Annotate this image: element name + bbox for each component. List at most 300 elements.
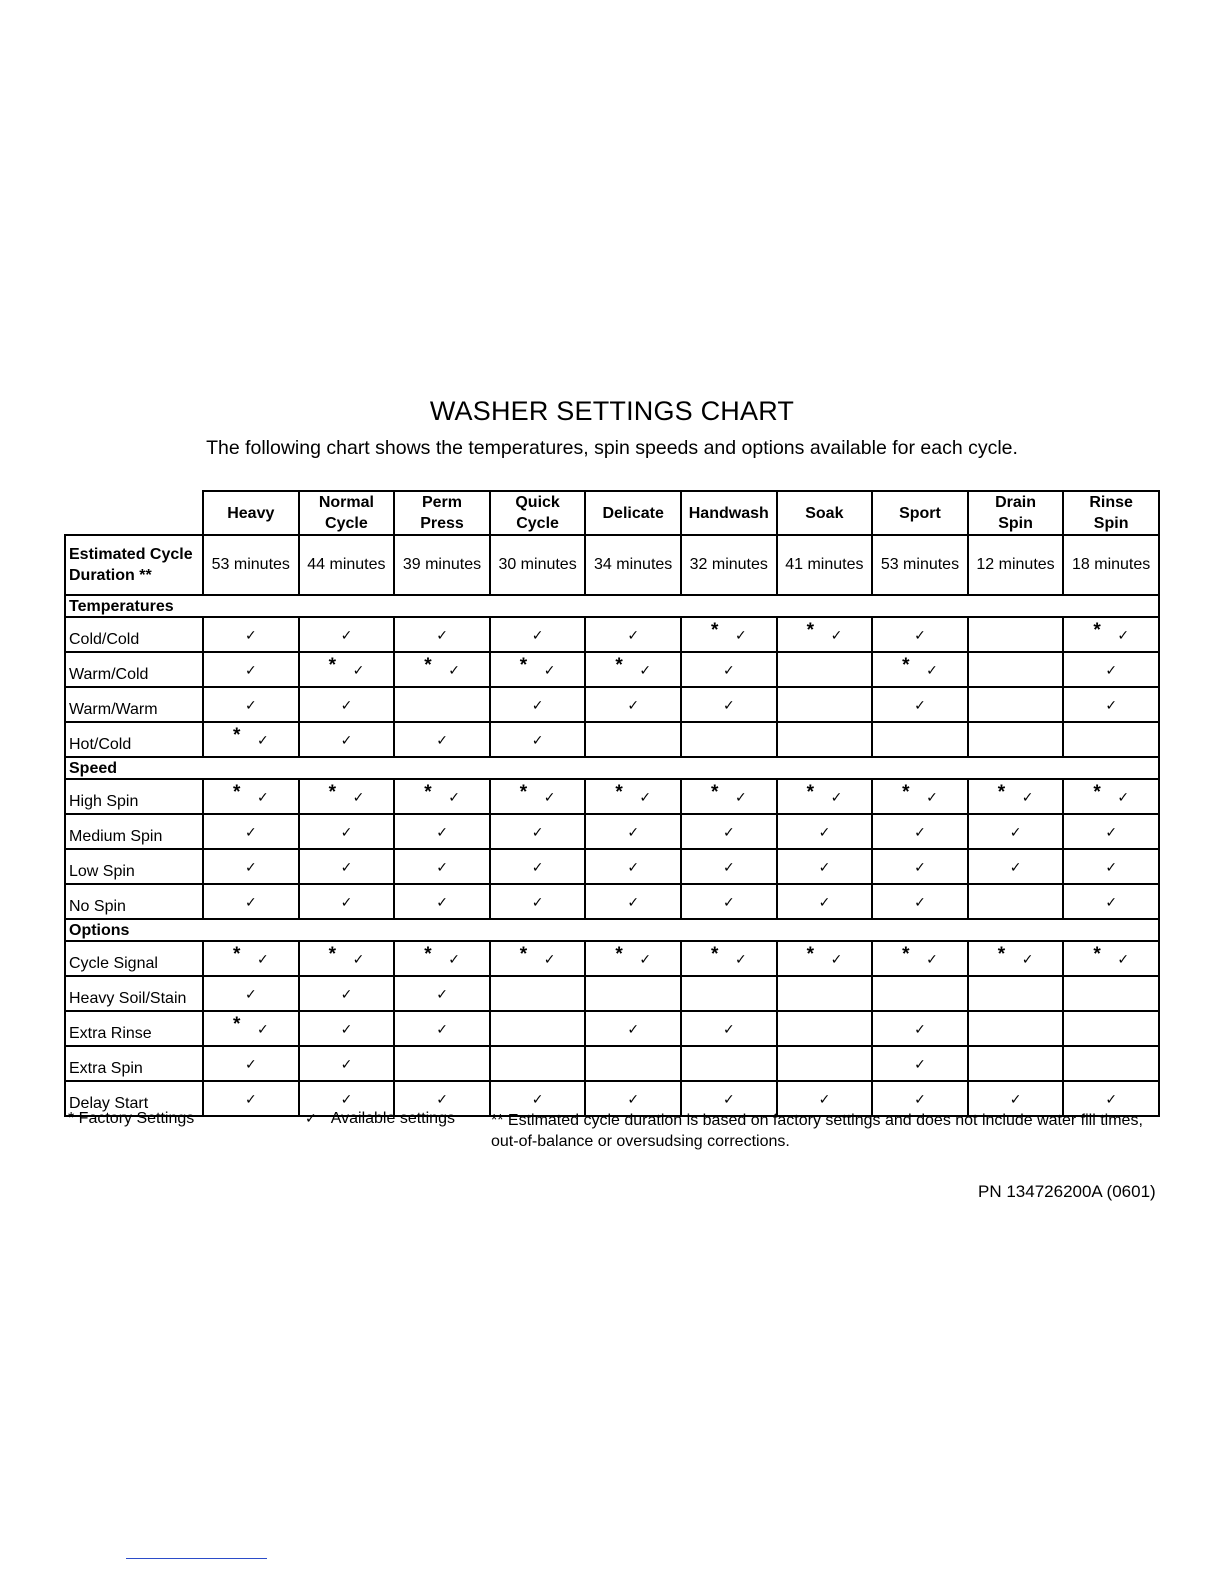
setting-cell [1063, 1046, 1159, 1081]
factory-setting-icon: * [806, 782, 814, 803]
column-header [203, 491, 299, 535]
check-icon: ✓ [627, 627, 640, 643]
factory-setting-icon: * [519, 782, 528, 803]
factory-setting-icon: * [233, 944, 241, 965]
column-header-line2: Cycle [325, 515, 368, 532]
check-icon: ✓ [340, 824, 353, 840]
check-icon: ✓ [543, 662, 556, 678]
check-icon: ✓ [340, 986, 353, 1002]
duration-cell: 34 minutes [585, 535, 681, 595]
check-icon: ✓ [734, 789, 747, 805]
setting-cell [968, 884, 1064, 919]
setting-cell [203, 884, 299, 919]
setting-cell [872, 652, 968, 687]
setting-cell [968, 814, 1064, 849]
check-icon: ✓ [627, 824, 640, 840]
section-header-row [65, 595, 1159, 617]
setting-cell [203, 617, 299, 652]
check-icon: ✓ [340, 732, 353, 748]
setting-cell [394, 617, 490, 652]
section-title: Options [65, 919, 1159, 941]
setting-cell [1063, 976, 1159, 1011]
check-icon: ✓ [639, 662, 652, 678]
setting-cell [872, 1011, 968, 1046]
duration-label-line2: Duration ** [69, 567, 152, 584]
setting-cell [1063, 779, 1159, 814]
setting-cell [777, 884, 873, 919]
setting-cell [681, 617, 777, 652]
chart-title: WASHER SETTINGS CHART [429, 396, 795, 426]
table-row [65, 941, 1159, 976]
check-icon: ✓ [830, 627, 843, 643]
column-header-line1: Normal [318, 494, 374, 511]
check-icon: ✓ [352, 951, 365, 967]
setting-cell [394, 722, 490, 757]
column-header-line2: Spin [998, 515, 1033, 532]
setting-cell [777, 779, 873, 814]
setting-cell [585, 941, 681, 976]
check-icon: ✓ [245, 859, 257, 875]
factory-setting-icon: * [806, 944, 814, 965]
factory-setting-icon: * [233, 1014, 241, 1035]
column-header [394, 491, 490, 535]
setting-cell [490, 1046, 586, 1081]
factory-setting-icon: * [710, 620, 719, 641]
check-icon: ✓ [722, 859, 735, 875]
row-label: Low Spin [65, 849, 203, 884]
duration-cell: 53 minutes [203, 535, 299, 595]
setting-cell [394, 976, 490, 1011]
chart-subtitle: The following chart shows the temperatures, spin speeds and options available for each cycle. [206, 437, 1018, 459]
factory-setting-icon: * [1093, 620, 1101, 641]
setting-cell [1063, 722, 1159, 757]
setting-cell [203, 976, 299, 1011]
check-icon: ✓ [531, 824, 544, 840]
column-header-line1: Quick [515, 494, 560, 511]
setting-cell [872, 722, 968, 757]
setting-cell [968, 617, 1064, 652]
check-icon: ✓ [1021, 951, 1034, 967]
setting-cell [490, 652, 586, 687]
setting-cell [394, 849, 490, 884]
check-icon: ✓ [257, 732, 269, 748]
factory-setting-icon: * [902, 655, 910, 676]
setting-cell [585, 779, 681, 814]
check-icon: ✓ [340, 697, 353, 713]
section-header-row [65, 919, 1159, 941]
duration-cell: 44 minutes [299, 535, 395, 595]
setting-cell [872, 779, 968, 814]
table-row [65, 617, 1159, 652]
setting-cell [968, 779, 1064, 814]
check-icon: ✓ [627, 894, 640, 910]
factory-setting-icon: * [806, 620, 814, 641]
check-icon: ✓ [722, 1021, 735, 1037]
check-icon: ✓ [245, 662, 257, 678]
column-header-line1: Perm [421, 494, 462, 511]
duration-cell: 41 minutes [777, 535, 873, 595]
setting-cell [681, 1011, 777, 1046]
setting-cell [394, 941, 490, 976]
check-icon: ✓ [818, 894, 831, 910]
factory-setting-icon: * [615, 655, 623, 676]
factory-setting-icon: * [233, 782, 241, 803]
table-row [65, 779, 1159, 814]
table-row [65, 884, 1159, 919]
check-icon: ✓ [531, 1091, 544, 1107]
setting-cell [299, 1046, 395, 1081]
setting-cell [968, 941, 1064, 976]
setting-cell [490, 722, 586, 757]
check-icon: ✓ [627, 1091, 640, 1107]
setting-cell [299, 687, 395, 722]
cycle-header-row [65, 491, 1159, 535]
setting-cell [968, 652, 1064, 687]
duration-cell: 32 minutes [681, 535, 777, 595]
check-icon: ✓ [340, 1021, 353, 1037]
row-label: Extra Rinse [65, 1011, 203, 1046]
setting-cell [490, 687, 586, 722]
row-label: Extra Spin [65, 1046, 203, 1081]
factory-setting-icon: * [710, 944, 719, 965]
factory-setting-icon: * [902, 944, 910, 965]
setting-cell [1063, 884, 1159, 919]
check-icon: ✓ [914, 859, 926, 875]
setting-cell [968, 722, 1064, 757]
legend-duration-note: ** Estimated cycle duration is based on factory settings and does not include water fill times, out-of-balance or oversudsing corrections. [491, 1112, 1143, 1150]
factory-setting-icon: * [424, 782, 432, 803]
table-row [65, 814, 1159, 849]
check-icon: ✓ [305, 1110, 317, 1126]
factory-setting-icon: * [519, 655, 528, 676]
check-icon: ✓ [257, 789, 269, 805]
check-icon: ✓ [914, 824, 926, 840]
check-icon: ✓ [1105, 662, 1118, 678]
setting-cell [1063, 814, 1159, 849]
check-icon: ✓ [436, 859, 448, 875]
factory-setting-icon: * [328, 782, 336, 803]
setting-cell [872, 884, 968, 919]
check-icon: ✓ [436, 824, 448, 840]
setting-cell [585, 1011, 681, 1046]
column-header-line1: Heavy [227, 504, 275, 522]
check-icon: ✓ [340, 1091, 353, 1107]
column-header [681, 491, 777, 535]
column-header [585, 491, 681, 535]
setting-cell [1063, 652, 1159, 687]
setting-cell [394, 814, 490, 849]
check-icon: ✓ [722, 697, 735, 713]
setting-cell [777, 687, 873, 722]
setting-cell [1063, 1011, 1159, 1046]
duration-cell: 53 minutes [872, 535, 968, 595]
factory-setting-icon: * [997, 944, 1006, 965]
setting-cell [299, 884, 395, 919]
setting-cell [681, 941, 777, 976]
table-row [65, 1046, 1159, 1081]
setting-cell [394, 884, 490, 919]
setting-cell [490, 884, 586, 919]
check-icon: ✓ [734, 951, 747, 967]
setting-cell [872, 814, 968, 849]
row-label: Warm/Cold [65, 652, 203, 687]
setting-cell [299, 814, 395, 849]
column-header [299, 491, 395, 535]
table-row [65, 849, 1159, 884]
setting-cell [299, 617, 395, 652]
column-header [490, 491, 586, 535]
setting-cell [872, 1046, 968, 1081]
setting-cell [490, 779, 586, 814]
check-icon: ✓ [531, 859, 544, 875]
check-icon: ✓ [722, 1091, 735, 1107]
setting-cell [777, 1046, 873, 1081]
setting-cell [585, 849, 681, 884]
column-header-line2: Cycle [516, 515, 559, 532]
check-icon: ✓ [1009, 1091, 1022, 1107]
check-icon: ✓ [531, 627, 544, 643]
legend-available-text: Available settings [330, 1110, 455, 1127]
check-icon: ✓ [627, 1021, 640, 1037]
check-icon: ✓ [1009, 859, 1022, 875]
setting-cell [681, 884, 777, 919]
table-row [65, 687, 1159, 722]
check-icon: ✓ [245, 986, 257, 1002]
setting-cell [681, 976, 777, 1011]
setting-cell [203, 652, 299, 687]
factory-setting-icon: * [615, 944, 623, 965]
check-icon: ✓ [448, 789, 460, 805]
check-icon: ✓ [340, 627, 353, 643]
check-icon: ✓ [1105, 824, 1118, 840]
factory-setting-icon: * [233, 725, 241, 746]
setting-cell [585, 1046, 681, 1081]
section-title: Speed [65, 757, 1159, 779]
duration-cell: 18 minutes [1063, 535, 1159, 595]
check-icon: ✓ [830, 789, 843, 805]
table-row [65, 976, 1159, 1011]
factory-setting-icon: * [902, 782, 910, 803]
page-divider-line [126, 1558, 267, 1559]
setting-cell [299, 941, 395, 976]
column-header [872, 491, 968, 535]
setting-cell [681, 687, 777, 722]
column-header [968, 491, 1064, 535]
check-icon: ✓ [245, 1091, 257, 1107]
setting-cell [1063, 617, 1159, 652]
column-header-line1: Handwash [688, 504, 769, 522]
setting-cell [394, 687, 490, 722]
setting-cell [1063, 849, 1159, 884]
section-title: Temperatures [65, 595, 1159, 617]
setting-cell [777, 814, 873, 849]
check-icon: ✓ [830, 951, 843, 967]
check-icon: ✓ [543, 789, 556, 805]
setting-cell [968, 1011, 1064, 1046]
check-icon: ✓ [340, 894, 353, 910]
column-header-line1: Soak [805, 504, 844, 522]
factory-setting-icon: * [424, 655, 432, 676]
factory-setting-icon: * [519, 944, 528, 965]
factory-setting-icon: * [328, 944, 336, 965]
setting-cell [394, 1011, 490, 1046]
setting-cell [394, 652, 490, 687]
check-icon: ✓ [926, 951, 938, 967]
setting-cell [1063, 687, 1159, 722]
row-label: Cycle Signal [65, 941, 203, 976]
check-icon: ✓ [627, 859, 640, 875]
check-icon: ✓ [1021, 789, 1034, 805]
setting-cell [203, 849, 299, 884]
setting-cell [490, 814, 586, 849]
check-icon: ✓ [639, 951, 652, 967]
setting-cell [490, 849, 586, 884]
check-icon: ✓ [245, 627, 257, 643]
setting-cell [968, 849, 1064, 884]
check-icon: ✓ [914, 697, 926, 713]
check-icon: ✓ [914, 1021, 926, 1037]
setting-cell [777, 941, 873, 976]
column-header-line1: Sport [899, 504, 941, 522]
check-icon: ✓ [531, 697, 544, 713]
table-row [65, 722, 1159, 757]
part-number: PN 134726200A (0601) [978, 1182, 1156, 1201]
setting-cell [585, 687, 681, 722]
factory-setting-icon: * [997, 782, 1006, 803]
setting-cell [872, 687, 968, 722]
row-label: Delay Start [65, 1081, 203, 1116]
check-icon: ✓ [448, 662, 460, 678]
factory-setting-icon: * [710, 782, 719, 803]
check-icon: ✓ [436, 627, 448, 643]
setting-cell [299, 1011, 395, 1046]
check-icon: ✓ [448, 951, 460, 967]
check-icon: ✓ [1117, 789, 1130, 805]
column-header-line2: Press [420, 515, 464, 532]
row-label: Hot/Cold [65, 722, 203, 757]
setting-cell [203, 941, 299, 976]
setting-cell [585, 884, 681, 919]
setting-cell [203, 687, 299, 722]
check-icon: ✓ [1105, 894, 1118, 910]
check-icon: ✓ [1105, 697, 1118, 713]
check-icon: ✓ [926, 789, 938, 805]
setting-cell [394, 1046, 490, 1081]
duration-row [65, 535, 1159, 595]
check-icon: ✓ [245, 894, 257, 910]
setting-cell [777, 1011, 873, 1046]
check-icon: ✓ [1117, 627, 1130, 643]
setting-cell [872, 849, 968, 884]
check-icon: ✓ [531, 732, 544, 748]
factory-setting-icon: * [1093, 782, 1101, 803]
check-icon: ✓ [340, 1056, 353, 1072]
legend-available-settings [305, 1110, 455, 1128]
check-icon: ✓ [257, 951, 269, 967]
check-icon: ✓ [1117, 951, 1130, 967]
check-icon: ✓ [818, 1091, 831, 1107]
check-icon: ✓ [352, 789, 365, 805]
check-icon: ✓ [639, 789, 652, 805]
legend-factory-settings: * Factory Settings [68, 1110, 195, 1127]
duration-cell: 30 minutes [490, 535, 586, 595]
setting-cell [299, 722, 395, 757]
check-icon: ✓ [1105, 859, 1118, 875]
setting-cell [585, 617, 681, 652]
duration-label-line1: Estimated Cycle [69, 546, 193, 563]
setting-cell [872, 617, 968, 652]
setting-cell [203, 779, 299, 814]
row-label: Cold/Cold [65, 617, 203, 652]
setting-cell [394, 779, 490, 814]
check-icon: ✓ [436, 1091, 448, 1107]
setting-cell [681, 779, 777, 814]
setting-cell [681, 652, 777, 687]
washer-settings-table [64, 490, 1160, 1117]
check-icon: ✓ [531, 894, 544, 910]
setting-cell [968, 1046, 1064, 1081]
setting-cell [968, 687, 1064, 722]
setting-cell [777, 617, 873, 652]
factory-setting-icon: * [328, 655, 336, 676]
check-icon: ✓ [245, 697, 257, 713]
row-label: High Spin [65, 779, 203, 814]
check-icon: ✓ [1105, 1091, 1118, 1107]
setting-cell [681, 722, 777, 757]
column-header-line1: Delicate [602, 504, 664, 522]
setting-cell [681, 849, 777, 884]
column-header-line2: Spin [1093, 515, 1129, 532]
row-label: Warm/Warm [65, 687, 203, 722]
check-icon: ✓ [818, 824, 831, 840]
check-icon: ✓ [340, 859, 353, 875]
setting-cell [968, 976, 1064, 1011]
check-icon: ✓ [245, 824, 257, 840]
check-icon: ✓ [436, 986, 448, 1002]
setting-cell [490, 617, 586, 652]
check-icon: ✓ [1009, 824, 1022, 840]
check-icon: ✓ [543, 951, 556, 967]
setting-cell [777, 849, 873, 884]
row-label: No Spin [65, 884, 203, 919]
row-label: Medium Spin [65, 814, 203, 849]
factory-setting-icon: * [1093, 944, 1101, 965]
setting-cell [203, 1011, 299, 1046]
factory-setting-icon: * [615, 782, 623, 803]
setting-cell [1063, 941, 1159, 976]
check-icon: ✓ [734, 627, 747, 643]
header-corner [65, 491, 203, 535]
check-icon: ✓ [245, 1056, 257, 1072]
check-icon: ✓ [436, 1021, 448, 1037]
setting-cell [872, 941, 968, 976]
row-label: Heavy Soil/Stain [65, 976, 203, 1011]
check-icon: ✓ [818, 859, 831, 875]
setting-cell [203, 722, 299, 757]
check-icon: ✓ [914, 1056, 926, 1072]
column-header-line1: Rinse [1089, 494, 1133, 511]
setting-cell [203, 1046, 299, 1081]
setting-cell [777, 652, 873, 687]
setting-cell [490, 976, 586, 1011]
setting-cell [681, 1046, 777, 1081]
table-row [65, 1011, 1159, 1046]
section-header-row [65, 757, 1159, 779]
column-header [777, 491, 873, 535]
factory-setting-icon: * [424, 944, 432, 965]
setting-cell [585, 814, 681, 849]
setting-cell [872, 976, 968, 1011]
